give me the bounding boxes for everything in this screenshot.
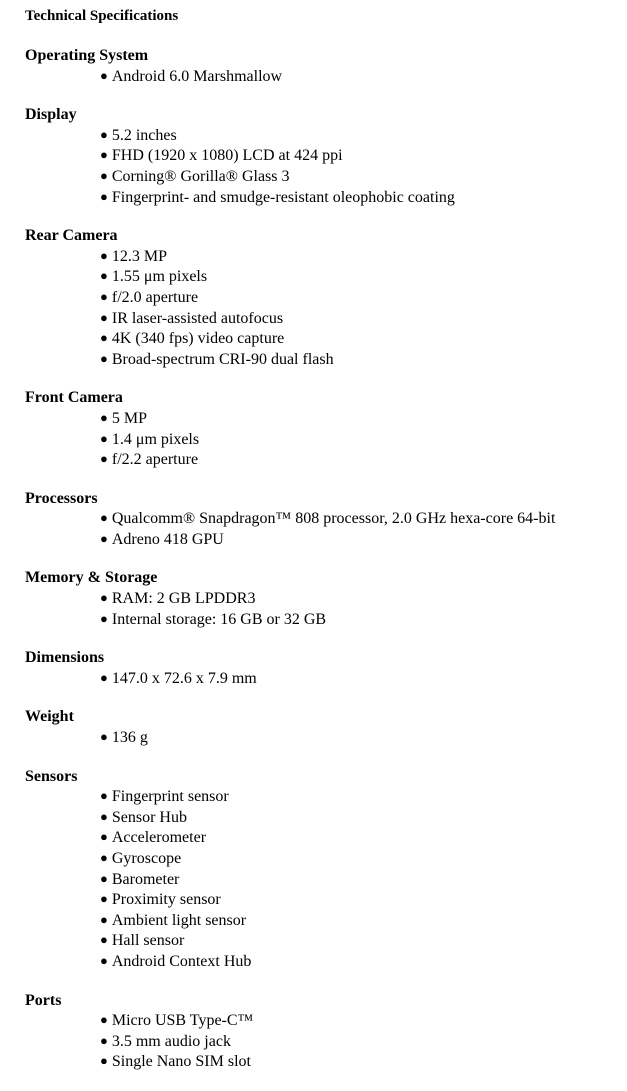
spec-section (25, 388, 620, 469)
spec-item-text: Hall sensor (111, 932, 185, 950)
bullet-icon: ● (100, 610, 108, 626)
section-heading: Ports (25, 991, 62, 1009)
spec-item-text: Android Context Hub (111, 952, 252, 970)
spec-list-item (100, 807, 620, 828)
spec-list-item (100, 889, 620, 910)
spec-section (25, 568, 620, 629)
spec-list-item (100, 328, 620, 349)
bullet-icon: ● (100, 850, 108, 865)
spec-item-text: 147.0 x 72.6 x 7.9 mm (111, 669, 257, 687)
spec-list (25, 786, 620, 971)
spec-list-item (100, 429, 620, 450)
spec-section (25, 226, 620, 369)
spec-list-item (100, 449, 620, 470)
section-heading: Weight (25, 708, 74, 726)
spec-section (25, 648, 620, 688)
spec-list-item (100, 1031, 620, 1052)
section-heading: Memory & Storage (25, 569, 158, 587)
spec-list-item (100, 66, 620, 87)
bullet-icon: ● (100, 1032, 108, 1048)
spec-list-item (100, 145, 620, 166)
spec-list-item (100, 827, 620, 848)
spec-list-item (100, 266, 620, 287)
bullet-icon: ● (100, 167, 108, 183)
bullet-icon: ● (100, 829, 108, 845)
spec-list-item (100, 529, 620, 550)
spec-item-text: Android 6.0 Marshmallow (111, 67, 283, 85)
bullet-icon: ● (100, 788, 108, 804)
spec-list-item (100, 588, 620, 609)
spec-sections (25, 46, 620, 1072)
spec-page (25, 0, 620, 1091)
spec-list-item (100, 869, 620, 890)
spec-section (25, 767, 620, 972)
spec-item-text: Qualcomm® Snapdragon™ 808 processor, 2.0 GHz hexa-core 64-bit (111, 510, 556, 528)
spec-item-text: Barometer (111, 870, 180, 888)
spec-item-text: Fingerprint- and smudge-resistant oleophobic coating (111, 188, 455, 206)
spec-list (25, 588, 620, 629)
spec-item-text: Broad-spectrum CRI-90 dual flash (111, 350, 334, 368)
spec-list-item (100, 910, 620, 931)
spec-item-text: RAM: 2 GB LPDDR3 (111, 590, 256, 608)
bullet-icon: ● (100, 330, 108, 346)
spec-item-text: 3.5 mm audio jack (111, 1032, 231, 1050)
section-heading: Display (25, 106, 77, 124)
spec-item-text: Fingerprint sensor (111, 788, 229, 806)
section-heading: Processors (25, 489, 98, 507)
bullet-icon: ● (100, 309, 108, 325)
spec-list-item (100, 668, 620, 689)
bullet-icon: ● (100, 430, 108, 446)
spec-list-item (100, 187, 620, 208)
spec-list-item (100, 308, 620, 329)
spec-item-text: 5.2 inches (111, 126, 177, 144)
bullet-icon: ● (100, 188, 108, 204)
bullet-icon: ● (100, 932, 108, 948)
spec-list (25, 125, 620, 207)
spec-list-item (100, 408, 620, 429)
section-heading: Front Camera (25, 389, 123, 407)
section-heading: Operating System (25, 47, 149, 64)
spec-list-item (100, 246, 620, 267)
spec-item-text: 12.3 MP (111, 247, 167, 265)
spec-list-item (100, 508, 620, 529)
bullet-icon: ● (100, 350, 108, 366)
spec-item-text: f/2.2 aperture (111, 451, 199, 469)
spec-item-text: 136 g (111, 729, 148, 747)
spec-item-text: 1.4 μm pixels (111, 430, 200, 448)
spec-list-item (100, 786, 620, 807)
spec-item-text: Corning® Gorilla® Glass 3 (111, 167, 290, 185)
spec-list (25, 727, 620, 748)
spec-list (25, 246, 620, 370)
spec-section (25, 105, 620, 207)
spec-item-text: Ambient light sensor (111, 911, 247, 929)
spec-list (25, 66, 620, 87)
spec-item-text: f/2.0 aperture (111, 288, 199, 306)
spec-item-text: FHD (1920 x 1080) LCD at 424 ppi (111, 147, 343, 165)
bullet-icon: ● (100, 669, 108, 685)
bullet-icon: ● (100, 510, 108, 526)
bullet-icon: ● (100, 808, 108, 824)
spec-item-text: Proximity sensor (111, 891, 221, 909)
bullet-icon: ● (100, 409, 108, 425)
spec-item-text: Single Nano SIM slot (111, 1053, 251, 1071)
spec-item-text: 5 MP (111, 409, 147, 427)
spec-list-item (100, 930, 620, 951)
spec-item-text: Internal storage: 16 GB or 32 GB (111, 610, 327, 628)
spec-list-item (100, 349, 620, 370)
bullet-icon: ● (100, 729, 108, 745)
bullet-icon: ● (100, 247, 108, 263)
spec-section (25, 489, 620, 550)
bullet-icon: ● (100, 1012, 108, 1028)
spec-item-text: Micro USB Type-C™ (111, 1012, 254, 1030)
bullet-icon: ● (100, 67, 108, 83)
bullet-icon: ● (100, 126, 108, 142)
bullet-icon: ● (100, 451, 108, 467)
spec-list-item (100, 287, 620, 308)
spec-list-item (100, 125, 620, 146)
spec-list (25, 508, 620, 549)
bullet-icon: ● (100, 530, 108, 546)
spec-item-text: Accelerometer (111, 829, 207, 847)
bullet-icon: ● (100, 952, 108, 968)
spec-list-item (100, 848, 620, 869)
bullet-icon: ● (100, 590, 108, 606)
spec-item-text: 1.55 μm pixels (111, 268, 208, 286)
spec-list-item (100, 609, 620, 630)
spec-list (25, 1010, 620, 1072)
spec-item-text: Gyroscope (111, 850, 182, 867)
bullet-icon: ● (100, 891, 108, 907)
spec-item-text: Adreno 418 GPU (111, 530, 224, 548)
spec-item-text: IR laser-assisted autofocus (111, 309, 284, 327)
bullet-icon: ● (100, 288, 108, 304)
spec-item-text: Sensor Hub (111, 808, 187, 826)
spec-section (25, 991, 620, 1072)
spec-list-item (100, 1010, 620, 1031)
spec-list-item (100, 1051, 620, 1072)
spec-list-item (100, 166, 620, 187)
spec-list (25, 408, 620, 470)
spec-list-item (100, 727, 620, 748)
section-heading: Sensors (25, 767, 78, 785)
spec-list (25, 668, 620, 689)
page-title: Technical Specifications (25, 8, 179, 24)
spec-item-text: 4K (340 fps) video capture (111, 330, 285, 348)
bullet-icon: ● (100, 870, 108, 886)
spec-list-item (100, 951, 620, 972)
bullet-icon: ● (100, 147, 108, 163)
bullet-icon: ● (100, 268, 108, 284)
bullet-icon: ● (100, 1053, 108, 1069)
spec-section (25, 707, 620, 747)
section-heading: Dimensions (25, 649, 105, 667)
spec-section (25, 46, 620, 86)
section-heading: Rear Camera (25, 227, 118, 245)
bullet-icon: ● (100, 911, 108, 927)
